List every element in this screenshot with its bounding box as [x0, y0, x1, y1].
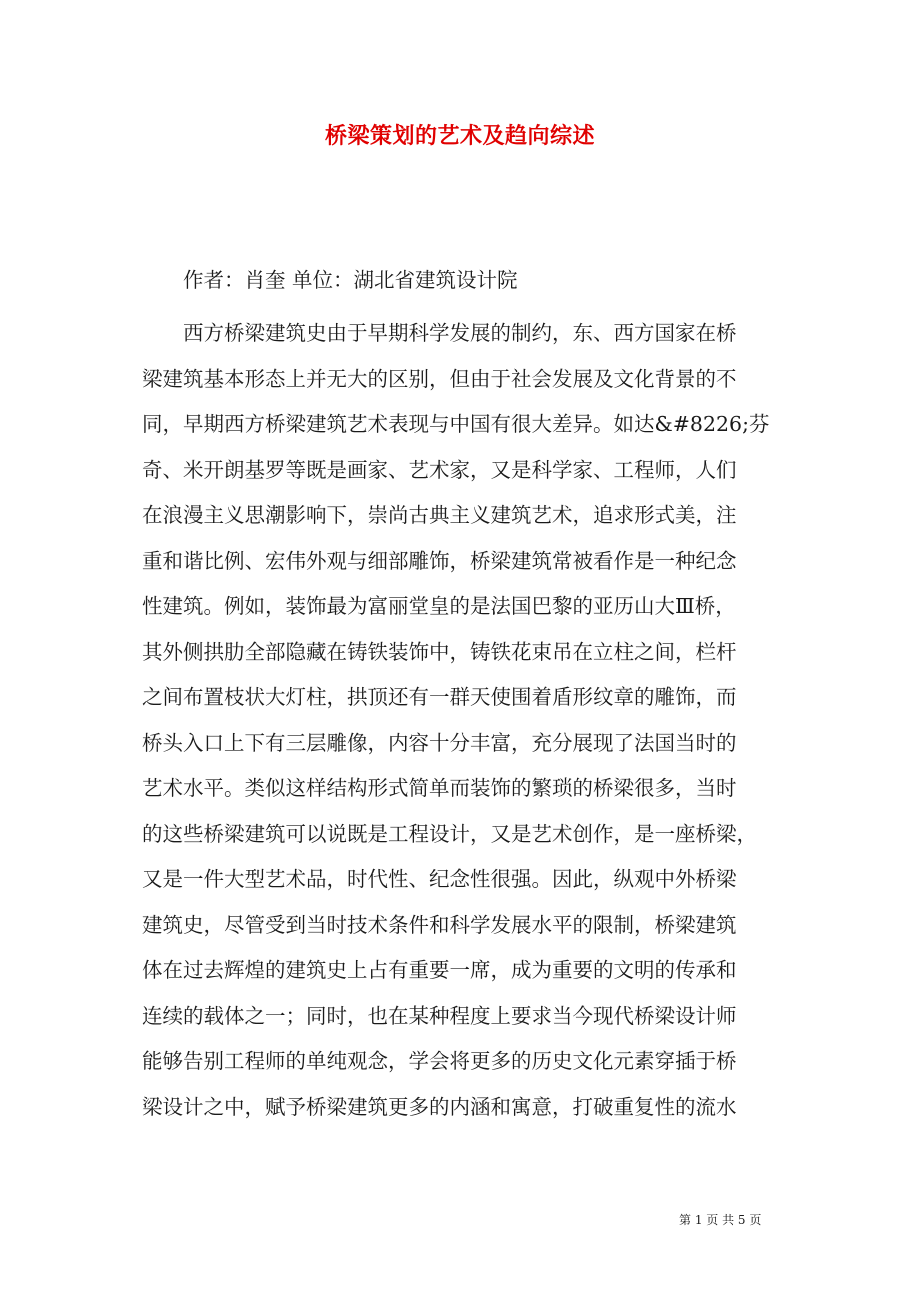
paragraph-line: 其外侧拱肋全部隐藏在铸铁装饰中，铸铁花束吊在立柱之间，栏杆 [142, 639, 737, 664]
paragraph-line: 梁设计之中，赋予桥梁建筑更多的内涵和寓意，打破重复性的流水 [142, 1094, 737, 1119]
paragraph-line: 奇、米开朗基罗等既是画家、艺术家，又是科学家、工程师，人们 [142, 457, 737, 482]
paragraph-line: 梁建筑基本形态上并无大的区别，但由于社会发展及文化背景的不 [142, 366, 737, 391]
paragraph-line: 又是一件大型艺术品，时代性、纪念性很强。因此，纵观中外桥梁 [142, 867, 737, 891]
page-number: 第 1 页 共 5 页 [679, 1213, 762, 1227]
document-title: 桥梁策划的艺术及趋向综述 [324, 123, 595, 149]
author-line: 作者：肖奎 单位：湖北省建筑设计院 [183, 268, 518, 292]
paragraph-line: 性建筑。例如，装饰最为富丽堂皇的是法国巴黎的亚历山大Ⅲ桥， [142, 594, 736, 618]
paragraph-line: 之间布置枝状大灯柱，拱顶还有一群天使围着盾形纹章的雕饰，而 [142, 685, 737, 709]
paragraph-line: 在浪漫主义思潮影响下，崇尚古典主义建筑艺术，追求形式美，注 [142, 503, 737, 527]
body-paragraph [142, 311, 782, 1130]
paragraph-line: 西方桥梁建筑史由于早期科学发展的制约，东、西方国家在桥 [183, 321, 737, 345]
paragraph-line: 的这些桥梁建筑可以说既是工程设计，又是艺术创作，是一座桥梁， [142, 821, 757, 846]
paragraph-line: 建筑史，尽管受到当时技术条件和科学发展水平的限制，桥梁建筑 [142, 912, 737, 937]
paragraph-line: 同，早期西方桥梁建筑艺术表现与中国有很大差异。如达&#8226;芬 [142, 412, 770, 436]
paragraph-line: 桥头入口上下有三层雕像，内容十分丰富，充分展现了法国当时的 [142, 730, 737, 755]
paragraph-line: 能够告别工程师的单纯观念，学会将更多的历史文化元素穿插于桥 [142, 1049, 737, 1073]
paragraph-line: 艺术水平。类似这样结构形式简单而装饰的繁琐的桥梁很多，当时 [142, 776, 737, 800]
paragraph-line: 连续的载体之一；同时，也在某种程度上要求当今现代桥梁设计师 [142, 1003, 737, 1028]
paragraph-line: 重和谐比例、宏伟外观与细部雕饰，桥梁建筑常被看作是一种纪念 [142, 548, 737, 573]
paragraph-line: 体在过去辉煌的建筑史上占有重要一席，成为重要的文明的传承和 [142, 958, 737, 982]
